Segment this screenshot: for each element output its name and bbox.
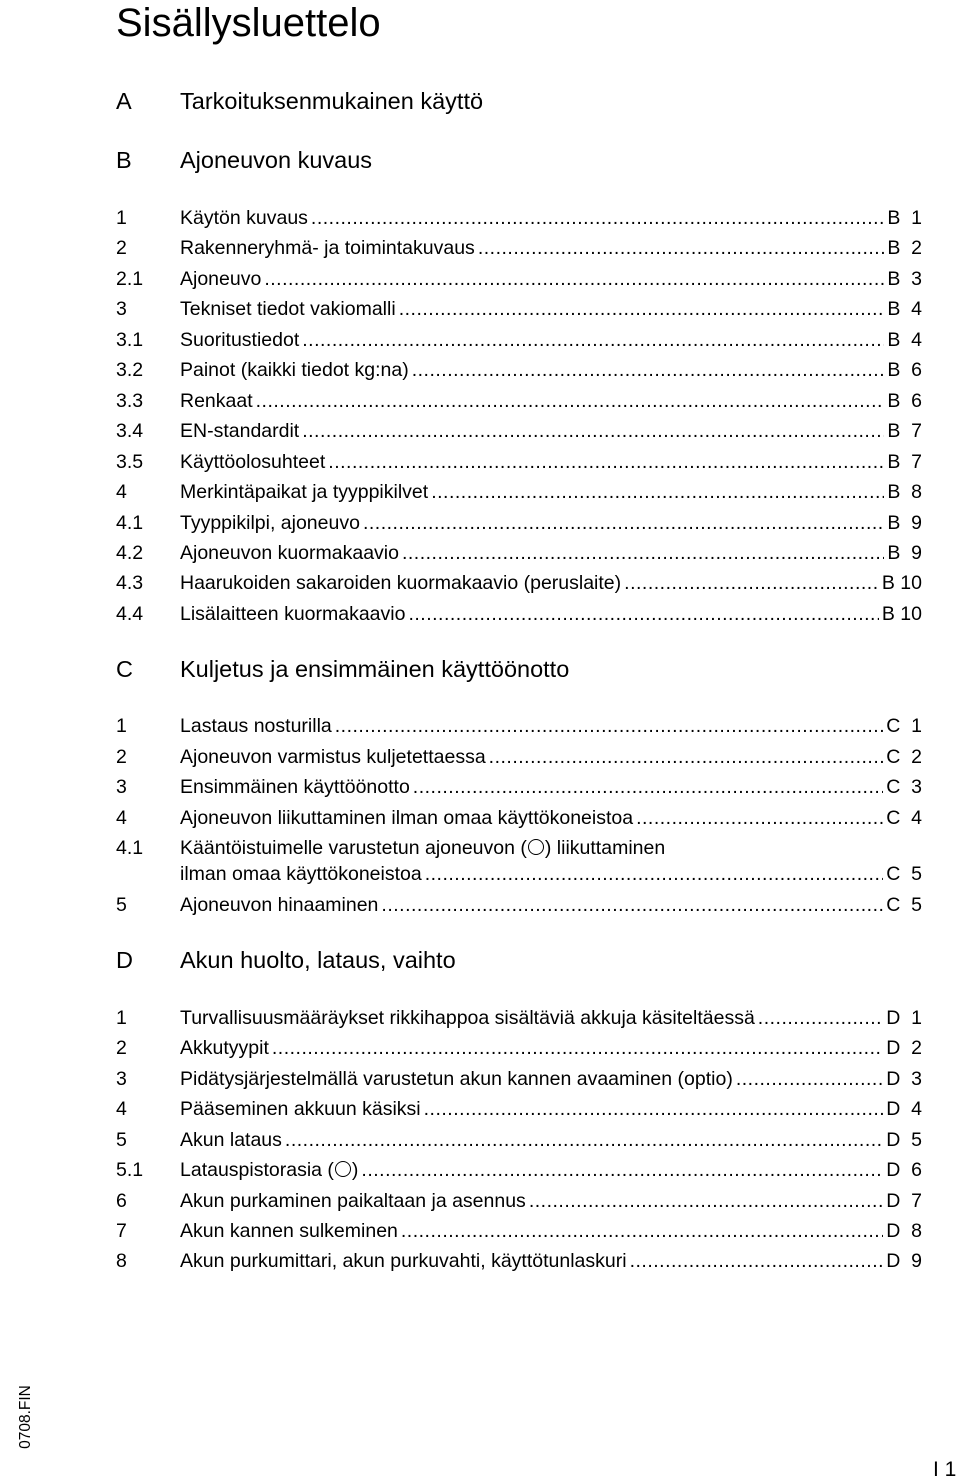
entry-number: 4 [116,1098,127,1120]
section-letter: C [116,656,133,682]
toc-entry[interactable] [0,833,960,889]
dot-leader [489,742,884,772]
dot-leader [758,1003,883,1033]
toc-entry[interactable] [0,386,960,416]
entry-page: C 1 [886,715,922,737]
toc-entry[interactable] [0,772,960,802]
entry-number: 5 [116,894,127,916]
entry-title: Ajoneuvon hinaaminen [180,894,379,916]
entry-page: D 4 [886,1098,922,1120]
section-letter: D [116,947,133,973]
entry-number: 3.5 [116,451,144,473]
entry-page: B 6 [887,359,922,381]
toc-entry[interactable] [0,1155,960,1185]
section-title: Akun huolto, lataus, vaihto [180,947,456,973]
circle-option-icon [528,839,544,855]
entry-number: 2 [116,746,127,768]
toc-entry[interactable] [0,1186,960,1216]
entry-number: 4 [116,807,127,829]
dot-leader [736,1064,883,1094]
section-heading-b[interactable] [0,143,960,177]
toc-entry[interactable] [0,233,960,263]
entry-number: 1 [116,715,127,737]
section-title: Tarkoituksenmukainen käyttö [180,88,484,114]
entry-title: Merkintäpaikat ja tyyppikilvet [180,481,429,503]
entry-title: Akkutyypit [180,1037,269,1059]
entry-title: ilman omaa käyttökoneistoa [180,863,422,885]
toc-entry[interactable] [0,355,960,385]
entry-title: Tyyppikilpi, ajoneuvo [180,512,360,534]
dot-leader [425,859,884,889]
entry-title: Pääseminen akkuun käsiksi [180,1098,421,1120]
entry-number: 3.3 [116,390,144,412]
toc-entry[interactable] [0,203,960,233]
entry-title: Turvallisuusmääräykset rikkihappoa sisältäviä akkuja käsiteltäessä [180,1007,755,1029]
entry-page: C 5 [886,894,922,916]
entry-page: B 9 [887,542,922,564]
entry-title: Haarukoiden sakaroiden kuormakaavio (peruslaite) [180,572,622,594]
dot-leader [529,1186,883,1216]
dot-leader [636,803,883,833]
section-letter: B [116,147,132,173]
dot-leader [361,1155,883,1185]
toc-entry[interactable] [0,1064,960,1094]
entry-number: 4.1 [116,512,144,534]
dot-leader [431,477,884,507]
toc-entry[interactable] [0,325,960,355]
entry-number: 6 [116,1190,127,1212]
section-heading-a[interactable] [0,84,960,118]
entry-page: D 2 [886,1037,922,1059]
dot-leader [412,355,885,385]
entry-page: B 7 [887,451,922,473]
entry-page: D 3 [886,1068,922,1090]
toc-entry[interactable] [0,447,960,477]
entry-number: 4.2 [116,542,144,564]
entry-number: 1 [116,1007,127,1029]
toc-entry[interactable] [0,477,960,507]
toc-entry[interactable] [0,416,960,446]
entry-page: B 4 [887,329,922,351]
dot-leader [256,386,885,416]
entry-number: 3 [116,1068,127,1090]
section-heading-c[interactable] [0,652,960,686]
entry-page: C 3 [886,776,922,798]
section-title: Kuljetus ja ensimmäinen käyttöönotto [180,656,570,682]
entry-number: 2.1 [116,268,144,290]
dot-leader [311,203,884,233]
dot-leader [478,233,885,263]
section-heading-d[interactable] [0,943,960,977]
entry-number: 7 [116,1220,127,1242]
entry-page: C 4 [886,807,922,829]
dot-leader [302,416,884,446]
dot-leader [413,772,883,802]
page-title: Sisällysluettelo [116,1,381,45]
toc-entry[interactable] [0,1033,960,1063]
dot-leader [424,1094,884,1124]
entry-number: 3 [116,776,127,798]
entry-page: B 3 [887,268,922,290]
dot-leader [402,538,884,568]
toc-entry[interactable] [0,1246,960,1276]
dot-leader [630,1246,884,1276]
entry-page: C 5 [886,863,922,885]
page-number: I 1 [933,1458,957,1481]
entry-title: Ensimmäinen käyttöönotto [180,776,410,798]
dot-leader [401,1216,883,1246]
entry-title: Ajoneuvo [180,268,262,290]
entry-page: B 2 [887,237,922,259]
entry-number: 2 [116,1037,127,1059]
section-title: Ajoneuvon kuvaus [180,147,373,173]
entry-title: Painot (kaikki tiedot kg:na) [180,359,409,381]
entry-title: Lastaus nosturilla [180,715,332,737]
toc-entry[interactable] [0,538,960,568]
entry-title: Tekniset tiedot vakiomalli [180,298,396,320]
entry-title: Ajoneuvon kuormakaavio [180,542,399,564]
entry-page: D 5 [886,1129,922,1151]
dot-leader [264,264,884,294]
entry-number: 3.4 [116,420,144,442]
document-code: 0708.FIN [16,1385,34,1449]
entry-title: Käyttöolosuhteet [180,451,326,473]
entry-page: B 8 [887,481,922,503]
toc-entry[interactable] [0,568,960,598]
entry-number: 2 [116,237,127,259]
entry-title: Suoritustiedot [180,329,300,351]
section-letter: A [116,88,132,114]
entry-title: Akun purkaminen paikaltaan ja asennus [180,1190,526,1212]
entry-number: 4 [116,481,127,503]
entry-page: D 9 [886,1250,922,1272]
entry-page: D 1 [886,1007,922,1029]
circle-option-icon [335,1161,351,1177]
dot-leader [302,325,884,355]
entry-title: Akun lataus [180,1129,282,1151]
entry-number: 4.1 [116,837,144,859]
entry-title: Rakenneryhmä- ja toimintakuvaus [180,237,475,259]
toc-entry[interactable] [0,742,960,772]
entry-title: Akun kannen sulkeminen [180,1220,398,1242]
entry-title: Lisälaitteen kuormakaavio [180,603,406,625]
toc-entry[interactable] [0,294,960,324]
dot-leader [328,447,884,477]
toc-entry[interactable] [0,1216,960,1246]
toc-entry[interactable] [0,890,960,920]
entry-number: 4.3 [116,572,144,594]
entry-number: 3.1 [116,329,144,351]
toc-entry[interactable] [0,1003,960,1033]
entry-page: D 6 [886,1159,922,1181]
entry-page: B 10 [881,603,922,625]
entry-title: Pidätysjärjestelmällä varustetun akun kannen avaaminen (optio) [180,1068,733,1090]
toc-entry[interactable] [0,803,960,833]
dot-leader [285,1125,883,1155]
entry-page: D 8 [886,1220,922,1242]
dot-leader [399,294,885,324]
entry-title: Latauspistorasia ( ) [180,1159,359,1181]
toc-entry[interactable] [0,1094,960,1124]
entry-number: 1 [116,207,127,229]
entry-title: Akun purkumittari, akun purkuvahti, käyttötunlaskuri [180,1250,627,1272]
dot-leader [335,711,883,741]
toc-entry[interactable] [0,711,960,741]
dot-leader [624,568,879,598]
entry-page: C 2 [886,746,922,768]
entry-number: 5 [116,1129,127,1151]
entry-title-line1: Kääntöistuimelle varustetun ajoneuvon ( ) liikuttaminen [180,837,666,859]
entry-number: 5.1 [116,1159,144,1181]
toc-entry[interactable] [0,264,960,294]
entry-page: B 7 [887,420,922,442]
entry-title: Ajoneuvon varmistus kuljetettaessa [180,746,486,768]
entry-number: 3.2 [116,359,144,381]
entry-title: EN-standardit [180,420,300,442]
toc-entry[interactable] [0,1125,960,1155]
entry-title: Renkaat [180,390,253,412]
toc-entry[interactable] [0,599,960,629]
entry-title: Ajoneuvon liikuttaminen ilman omaa käyttökoneistoa [180,807,634,829]
entry-number: 4.4 [116,603,144,625]
dot-leader [381,890,883,920]
toc-entry[interactable] [0,508,960,538]
dot-leader [272,1033,883,1063]
dot-leader [408,599,878,629]
entry-page: B 10 [881,572,922,594]
entry-number: 3 [116,298,127,320]
entry-page: B 4 [887,298,922,320]
entry-page: B 6 [887,390,922,412]
entry-page: D 7 [886,1190,922,1212]
dot-leader [363,508,884,538]
entry-page: B 9 [887,512,922,534]
entry-page: B 1 [887,207,922,229]
entry-title: Käytön kuvaus [180,207,308,229]
entry-number: 8 [116,1250,127,1272]
